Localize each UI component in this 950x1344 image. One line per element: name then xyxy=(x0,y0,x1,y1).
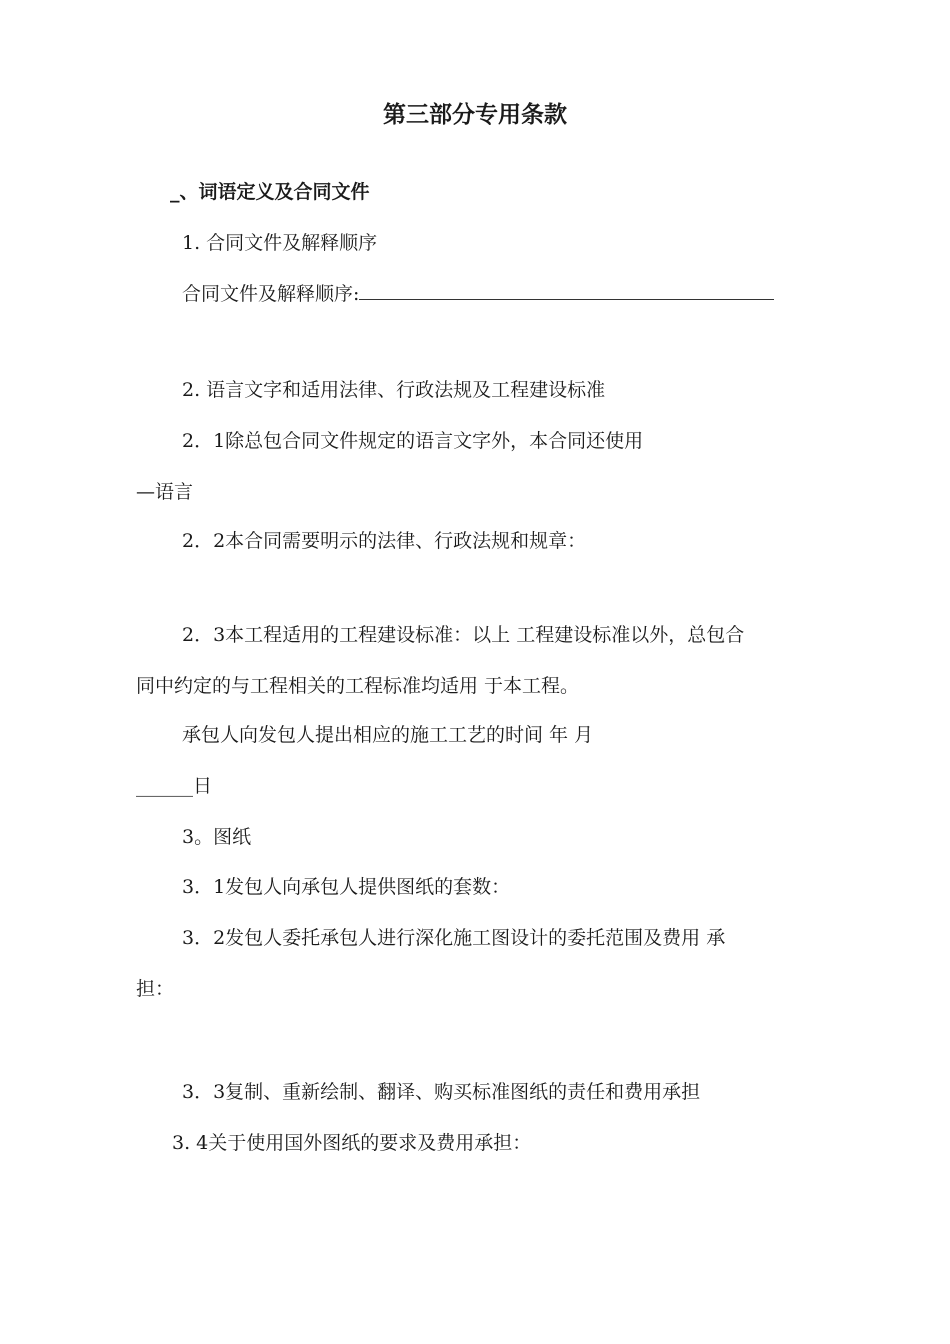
clause-3-1: 3．1发包人向承包人提供图纸的套数： xyxy=(182,876,511,898)
clause-3-3: 3．3复制、重新绘制、翻译、购买标准图纸的责任和费用承担 xyxy=(182,1081,701,1103)
timing-line1: 承包人向发包人提出相应的施工工艺的时间 年 月 xyxy=(182,724,594,746)
page-title: 第三部分专用条款 xyxy=(383,101,567,128)
clause-3-2-line2: 担： xyxy=(136,978,175,1000)
clause-1-field xyxy=(182,281,774,307)
clause-3-heading: 3。图纸 xyxy=(182,826,252,848)
clause-2-3-line2: 同中约定的与工程相关的工程标准均适用 于本工程。 xyxy=(136,675,580,697)
blank-fill-line xyxy=(359,281,774,300)
clause-2-2: 2．2本合同需要明示的法律、行政法规和规章： xyxy=(182,530,587,552)
section-heading-definitions: _、词语定义及合同文件 xyxy=(170,181,370,203)
clause-3-2-line1: 3．2发包人委托承包人进行深化施工图设计的委托范围及费用 承 xyxy=(182,927,726,949)
clause-1-heading: 1. 合同文件及解释顺序 xyxy=(182,232,378,254)
clause-3-4: 3. 4关于使用国外图纸的要求及费用承担： xyxy=(172,1132,532,1154)
clause-2-1-line1: 2．1除总包合同文件规定的语言文字外，本合同还使用 xyxy=(182,430,644,452)
clause-2-1-line2: —语言 xyxy=(136,481,194,503)
clause-1-field-label: 合同文件及解释顺序: xyxy=(182,283,360,305)
timing-line2: ______日 xyxy=(136,775,213,797)
clause-2-3-line1: 2．3本工程适用的工程建设标准：以上 工程建设标准以外，总包合 xyxy=(182,624,745,646)
clause-2-heading: 2. 语言文字和适用法律、行政法规及工程建设标准 xyxy=(182,379,606,401)
